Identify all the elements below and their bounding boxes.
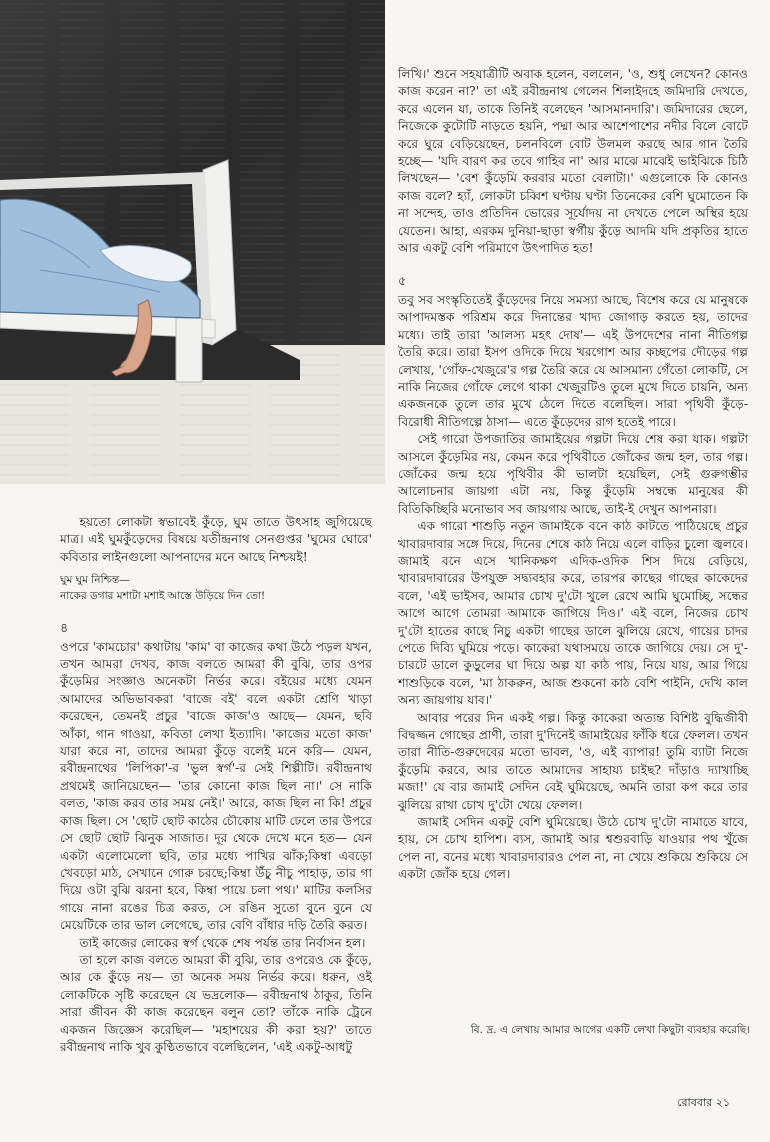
poem-quote [60,572,372,604]
left-paragraph: হয়তো লোকটা স্বভাবেই কুঁড়ে, ঘুম তাতে উৎসাহ জুগিয়েছে মাত্র। এই ঘুমকুঁড়েদের বিষয়ে যতীন্দ্রনাথ সেনগুপ্তর 'ঘুমের ঘোরে' কবিতার লাইনগুলো আপনাদের মনে আছে নিশ্চয়ই! [60,515,372,564]
right-column [398,66,748,884]
section-number: ৪ [60,620,69,636]
left-paragraph: তা হলে কাজ বলতে আমরা কী বুঝি, তার ওপরেও কে কুঁড়ে, আর কে কুঁড়ে নয়— তা অনেক সময় নির্ভর করে। ধরুন, ওই লোকটিকে সৃষ্টি করেছেন যে ভদ্রলোক— রবীন্দ্রনাথ ঠাকুর, তিনি সারা জীবন কী কাজ করেছেন বলুন তো? তাঁকে নাকি ট্রেনে একজন জিজ্ঞেস করেছিল— 'মহাশয়ের কী করা হয়?' তাতে রবীন্দ্রনাথ নাকি খুব কুণ্ঠিতভাবে বলেছিলেন, 'এই একটু-আধটু [60,952,372,1054]
right-paragraph: সেই গারো উপজাতির জামাইয়ের গল্পটা দিয়ে শেষ করা যাক। গল্পটা আসলে কুঁড়েমির নয়, কেমন করে পৃথিবীতে জোঁকের জন্ম হল, তার গল্প। জোঁকের জন্ম হয়ে পৃথিবীর কী ভালটা হয়েছিল, সেই গুরুগম্ভীর আলোচনার জায়গা এটা নয়, কিন্তু কুঁড়েমি সম্বন্ধে মানুষের কী বিতিকিচ্ছিরি মনোভাব সব জায়গায় আছে, তাই-ই দেখুন আপনারা। [398,432,748,516]
footnote: বি. দ্র. এ লেখায় আমার আগের একটি লেখা কিছুটা ব্যবহার করেছি। [470,1024,750,1036]
right-paragraph: তবু সব সংস্কৃতিতেই কুঁড়েদের নিয়ে সমস্যা আছে, বিশেষ করে যে মানুষকে আপাদমস্তক পরিশ্রম করে দিনান্তের খাদ্য জোগাড় করতে হয়, তাদের মধ্যে। তাই তারা 'আলস্য মহৎ দোষ'— এই উপদেশের নানা নীতিগল্প তৈরি করে। তারা ইসপ ওদিকে দিয়ে খরগোশ আর কচ্ছপের দৌড়ের গল্প লেখায়, 'গোঁফ-খেজুরে'র গল্প তৈরি করে যে আসমান্য গেঁতো লোকটি, সে নাকি নিজের গোঁফে লেগে থাকা খেজুরটিও তুলে মুখে দিতে চায়নি, অন্য একজনকে তুলে তার মুখে ঠেলে দিতে বলেছিল। সারা পৃথিবী কুঁড়ে-বিরোধী নীতিগল্পে ঠাসা— এতে কুঁড়েদের রাগ হতেই পারে। [398,292,748,429]
left-column [60,514,372,1056]
sleeping-person-bed-illustration [0,0,385,484]
section-number: ৫ [398,273,407,289]
illustration-svg [0,0,385,484]
right-paragraph: আবার পরের দিন একই গল্প। কিন্তু কাকেরা অত্যন্ত বিশিষ্ট বুদ্ধিজীবী বিদ্বজ্জন গোছের প্রাণী, তারা দু'দিনেই জামাইয়ের ফাঁকি ধরে ফেলল। তখন তারা নীতি-গুরুদেবের মতো ভাবল, 'ও, এই ব্যাপার! তুমি ব্যাটা নিজে কুঁড়েমি করবে, আর তাতে আমাদের সাহায্য চাইছ? দাঁড়াও দ্যাখাচ্ছি মজা!' যে বার জামাই সেদিন বেই ঘুমিয়েছে, অমনি তারা কপ করে তার ঝুলিয়ে রাখা চোখ দু'টো খেয়ে ফেলল। [398,710,748,812]
left-paragraph: তাই কাজের লোকের স্বর্গ থেকে শেষ পর্যন্ত তার নির্বাসন হল। [79,935,366,950]
right-paragraph: লিখি।' শুনে সহযাত্রীটি অবাক হলেন, বললেন, 'ও, শুধু লেখেন? কোনও কাজ করেন না?' তা এই রবীন্দ্রনাথ গেলেন শিলাইদহে জমিদারি দেখতে, করে এলেন যা, তাকে তিনিই বলেছেন 'আসমানদারি'। জমিদারের ছেলে, নিজেকে কুটোটি নাড়তে হয়নি, পদ্মা আর আশেপাশের নদীর বিলে বোটে করে ঘুরে বেড়িয়েছেন, চলনবিলে বোট উলমল করছে আর গান তৈরি হচ্ছে— 'যদি বারণ কর তবে গাহিব না' আর মাঝে মাঝেই ভাইঝিকে চিঠি লিখছেন— 'বেশ কুঁড়েমি করবার মতো বেলাটা।' এগুলোকে কি কোনও কাজ বলে? হ্যাঁ, লোকটা চব্বিশ ঘণ্টায় ঘণ্টা তিনেকের বেশি ঘুমোতেন কি না সন্দেহ, তাও প্রতিদিন ভোরের সূর্যোদয় না দেখতে পেলে অস্থির হয়ে যেতেন। আহা, এরকম দুনিয়া-ছাড়া স্বর্গীয় কুঁড়ে আদমি যদি প্রকৃতির হাতে আর একটু বেশি পরিমাণে উৎপাদিত হত! [398,67,748,256]
poem-line: ঘুম ঘুম নিশ্চিন্ত— [60,574,130,587]
right-paragraph: জামাই সেদিন একটু বেশি ঘুমিয়েছে। উঠে চোখ দু'টো নামাতে যাবে, হায়, সে চোখ হাপিশ। ব্যস, জামাই আর শ্বশুরবাড়ি যাওয়ার পথ খুঁজে পেল না, বনের মধ্যে খাবারদাবারও পেল না, না খেয়ে শুকিয়ে শুকিয়ে সে একটা জোঁক হয়ে গেল। [398,815,748,882]
left-paragraph: ওপরে 'কামচোর' কথাটায় 'কাম' বা কাজের কথা উঠে পড়ল যখন, তখন আমরা দেখব, কাজ বলতে আমরা কী বুঝি, তার ওপর কুঁড়েমির সংজ্ঞাও অনেকটা নির্ভর করে। বইয়ের মধ্যে যেমন আমাদের অভিভাবকরা 'বাজে বই' বলে একটা শ্রেণি খাড়া করেছেন, তেমনই প্রচুর 'বাজে কাজ'ও আছে— যেমন, ছবি আঁকা, গান গাওয়া, কবিতা লেখা ইত্যাদি। 'কাজের মতো কাজ' যারা করে না, তাদের আমরা কুঁড়ে বলেই মনে করি— যেমন, রবীন্দ্রনাথের 'লিপিকা'-র 'ভুল স্বর্গ'-র সেই শিল্পীটি। রবীন্দ্রনাথ প্রথমেই জানিয়েছেন— 'তার কোনো কাজ ছিল না।' সে নাকি বলত, 'কাজ করব তার সময় নেই।' আরে, কাজ ছিল না কি! প্রচুর কাজ ছিল। সে 'ছোট ছোট কাঠের চৌকোয় মাটি ঢেলে তার উপরে সে ছোট ছোট ঝিনুক সাজাত। দূর থেকে দেখে মনে হত— যেন একটা এলোমেলো ছবি, তার মধ্যে পাখির ঝাঁক;কিম্বা এবড়ো খেবড়ো মাঠ, সেখানে গোরু চরছে;কিম্বা উঁচু নীচু পাহাড়, তার গা দিয়ে ওটা বুঝি ঝরনা হবে, কিম্বা পায়ে চলা পথ।' মাটির কলসির গায়ে নানা রঙের চিত্র করত, সে রঙিন সুতো বুনে বুনে যে মেয়েটিকে তার ভাল লেগেছে, তার বেণি বাঁধার দড়ি তৈরি করত। [60,639,372,933]
poem-line: নাকের ডগার মশাটা মশাই আস্তে উড়িয়ে দিন তো! [60,590,266,603]
right-paragraph: এক গারো শাশুড়ি নতুন জামাইকে বনে কাঠ কাটতে পাঠিয়েছে প্রচুর খাবারদাবার সঙ্গে দিয়ে, দিনের শেষে কাঠ নিয়ে এলে বাড়ির চুলো জ্বলবে। জামাই বনে এসে খানিকক্ষণ এদিক-ওদিক শিস দিয়ে বেড়িয়ে, খাবারদাবারের উপযুক্ত সদ্ব্যবহার করে, তারপর কাছের গাছের কাকেদের বলে, 'এই ভাইসব, আমার চোখ দু'টো খুলে রেখে আমি ঘুমোচ্ছি, সন্ধের আগে আগে তোমরা আমাকে জাগিয়ে দিও।' এই বলে, নিজের চোখ দু'টো হাতের কাছে নিচু একটা গাছের ডালে ঝুলিয়ে রেখে, গায়ের চাদর পেতে দিব্যি ঘুমিয়ে পড়ে। কাকেরা যথাসময়ে তাকে জাগিয়ে দেয়। সে দু'-চারটে ডালে কুড়ুলের ঘা দিয়ে অল্প যা কাঠ পায়, নিয়ে যায়, আর গিয়ে শাশুড়িকে বলে, 'মা ঠাকরুন, আজ শুকনো কাঠ বেশি পাইনি, দেখি কাল অন্য জায়গায় যাব।' [398,519,748,708]
page-folio: রোববার ২১ [677,1096,730,1109]
